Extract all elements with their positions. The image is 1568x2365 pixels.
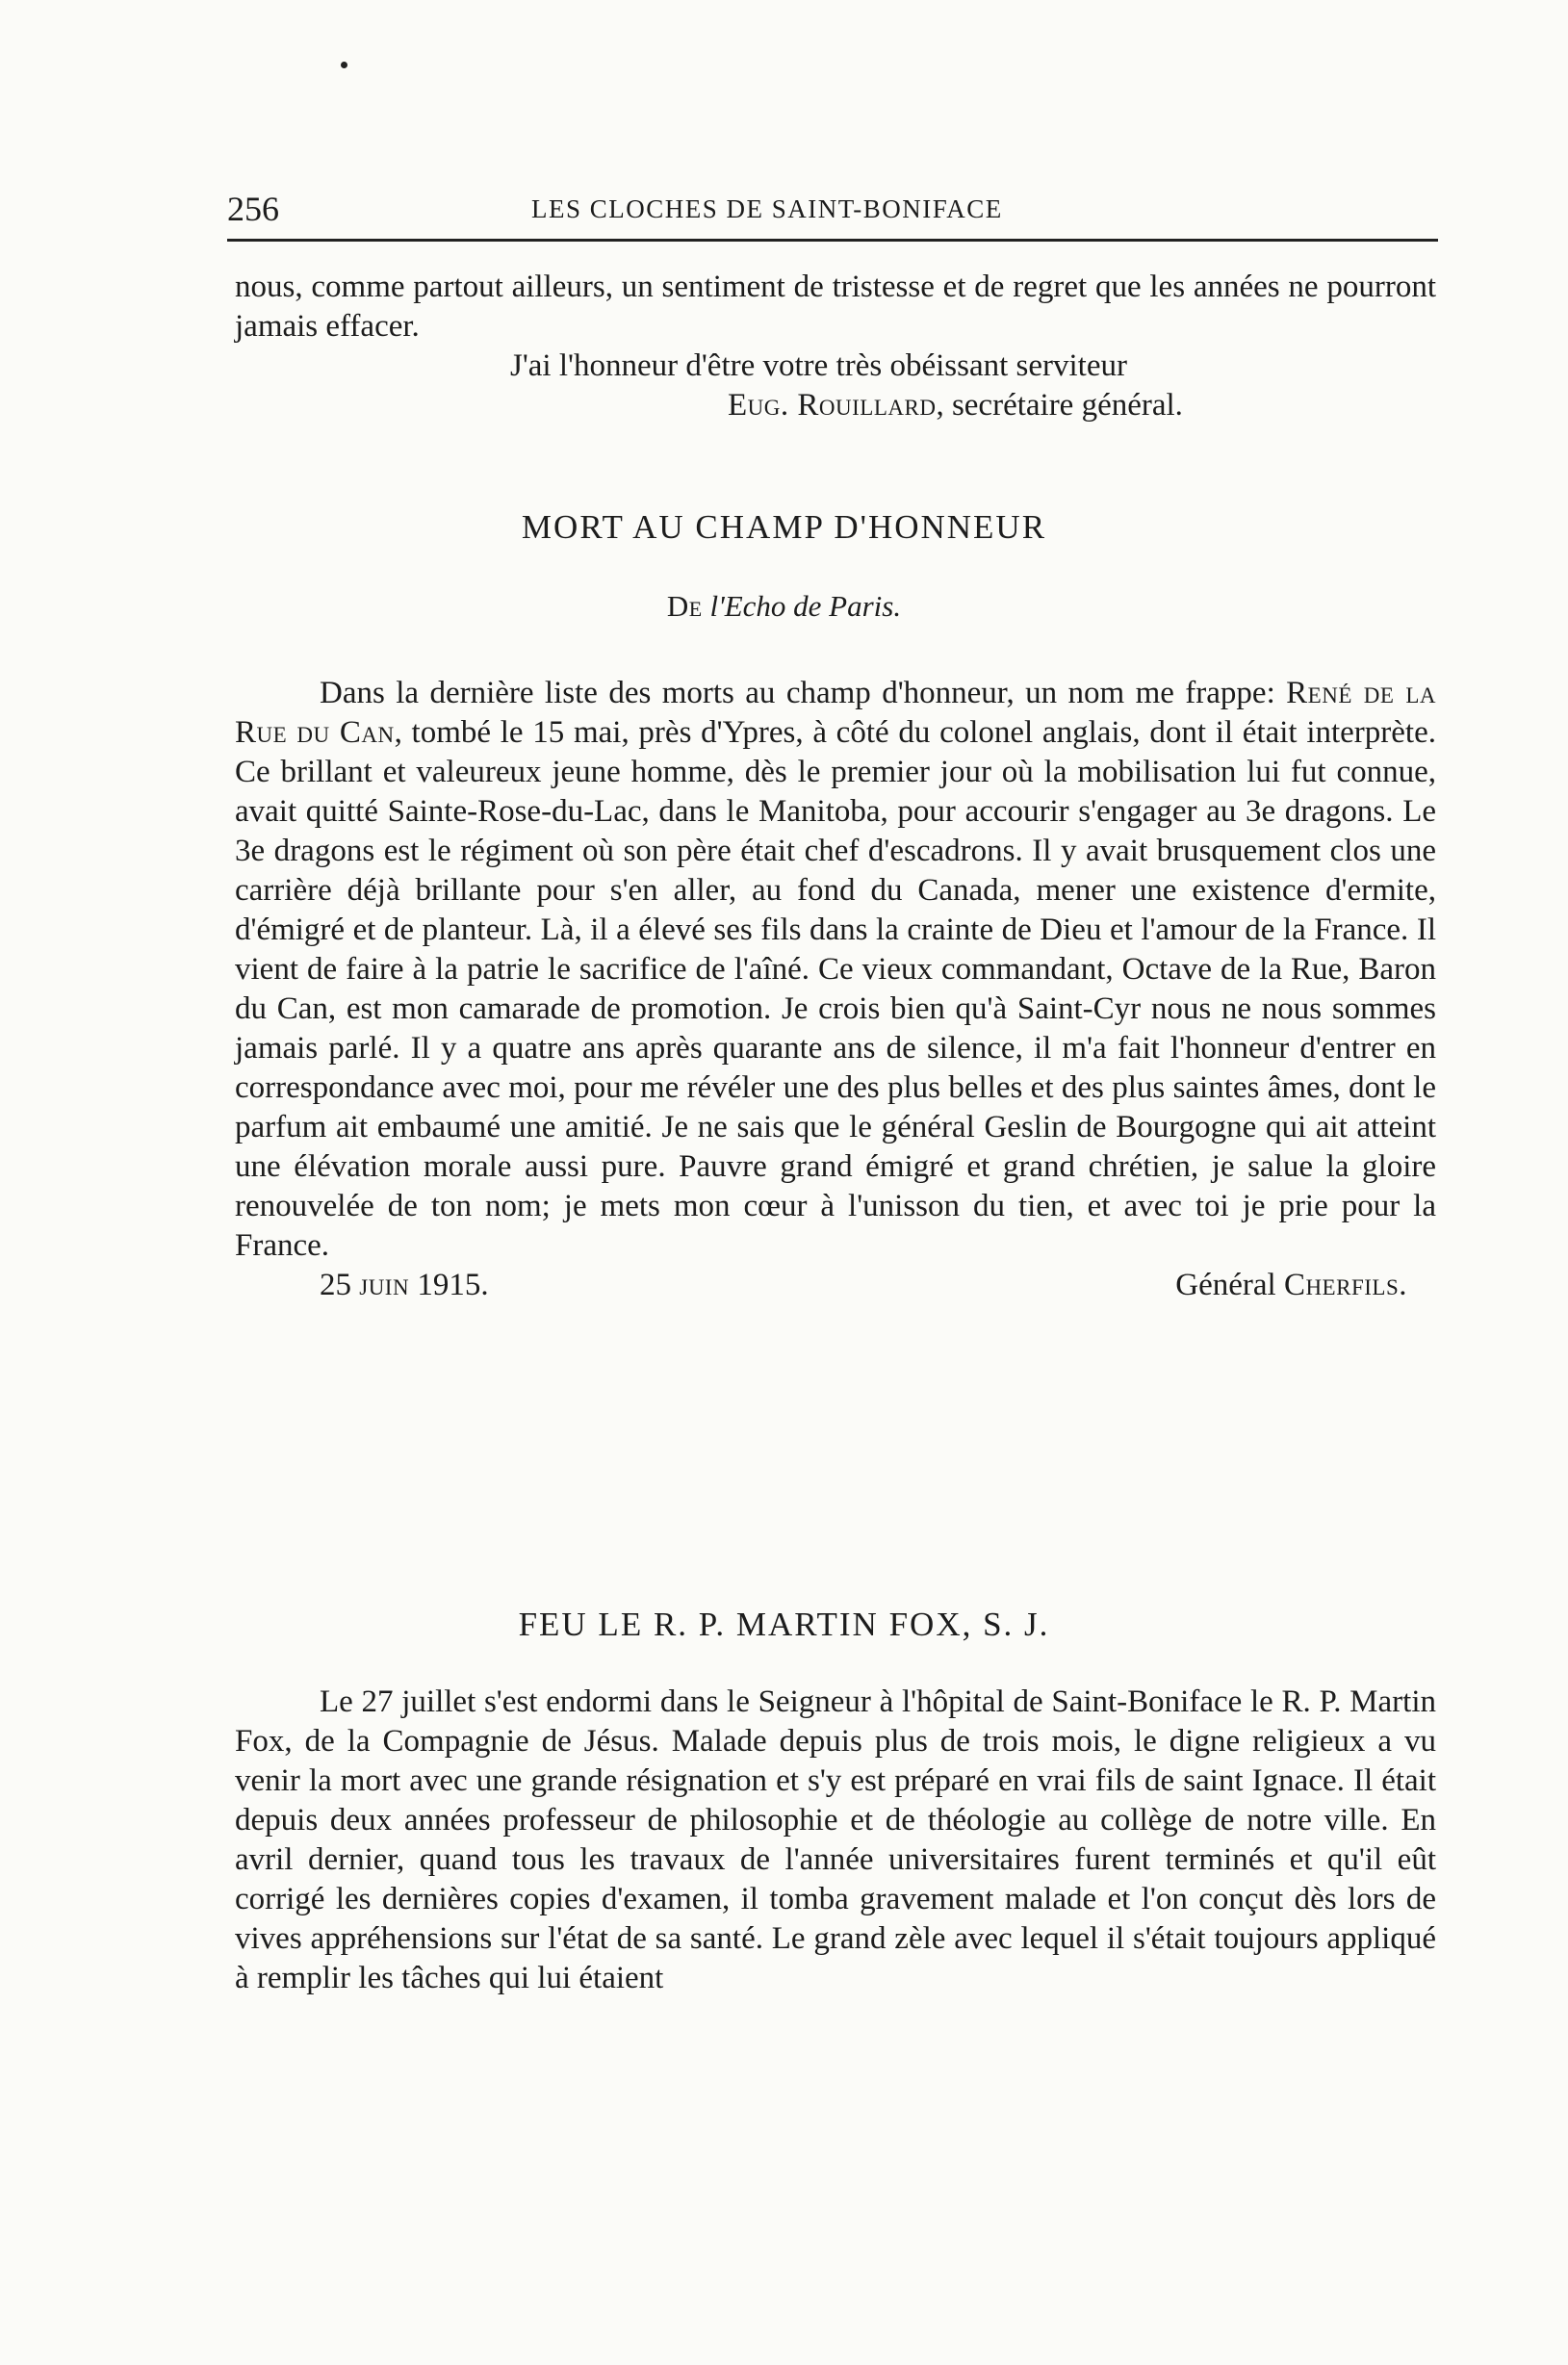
article1-paragraph bbox=[235, 674, 1436, 1266]
letter-signature bbox=[235, 386, 1436, 425]
source-name: l'Echo de Paris. bbox=[709, 589, 902, 623]
article1-date bbox=[320, 1266, 489, 1305]
signer-rank: Général bbox=[1175, 1268, 1276, 1302]
date-month: juin bbox=[359, 1268, 410, 1302]
letter-end-text: nous, comme partout ailleurs, un sentiment de tristesse et de regret que les années ne pourront jamais effacer. bbox=[235, 270, 1436, 344]
dateline bbox=[235, 1266, 1436, 1306]
signer-name: Cherfils. bbox=[1283, 1268, 1407, 1302]
article1-signer bbox=[1175, 1266, 1407, 1305]
article1-name: René de la Rue du Can bbox=[235, 676, 1436, 750]
article1-body bbox=[235, 674, 1436, 1306]
article1-title: MORT AU CHAMP D'HONNEUR bbox=[521, 508, 1047, 546]
article2-paragraph: Le 27 juillet s'est endormi dans le Seigneur à l'hôpital de Saint-Boniface le R. P. Martin Fox, de la Compagnie de Jésus. Malade depuis plus de trois mois, le digne religieux a vu venir la mort avec une grande résignation et s'y est préparé en vrai fils de saint Ignace. Il était depuis deux années professeur de philosophie et de théologie au collège de notre ville. En avril dernier, quand tous les travaux de l'année universitaires furent terminés et qu'il eût corrigé les dernières copies d'examen, il tomba gravement malade et l'on conçut dès lors de vives appréhensions sur l'état de sa santé. Le grand zèle avec lequel il s'était toujours appliqué à remplir les tâches qui lui étaient bbox=[235, 1684, 1436, 1995]
source-prefix: De bbox=[666, 589, 703, 623]
date-day: 25 bbox=[320, 1268, 351, 1302]
running-title: LES CLOCHES DE SAINT-BONIFACE bbox=[531, 194, 1003, 223]
article1-text: , tombé le 15 mai, près d'Ypres, à côté du colonel anglais, dont il était interprète. Ce brillant et valeureux jeune homme, dès le premier jour où la mobilisation lui fut connue, avait quitté Sainte-Rose-du-Lac, dans le Manitoba, pour accourir s'engager au 3e dragons. Le 3e dragons est le régiment où son père était chef d'escadrons. Il y avait brusquement clos une carrière déjà brillante pour s'en aller, au fond du Canada, mener une existence d'ermite, d'émigré et de planteur. Là, il a élevé ses fils dans la crainte de Dieu et l'amour de la France. Il vient de faire à la patrie le sacrifice de l'aîné. Ce vieux commandant, Octave de la Rue, Baron du Can, est mon camarade de promotion. Je crois bien qu'à Saint-Cyr nous ne nous sommes jamais parlé. Il y a quatre ans après quarante ans de silence, il m'a fait l'honneur d'entrer en correspondance avec moi, pour me révéler une des plus belles et des plus saintes âmes, dont le parfum ait embaumé une amitié. Je ne sais que le général Geslin de Bourgogne qui ait atteint une élévation morale aussi pure. Pauvre grand émigré et grand chrétien, je salue la gloire renouvelée de ton nom; je mets mon cœur à l'unisson du tien, et avec toi je prie pour la France. bbox=[235, 715, 1436, 1263]
date-year: 1915. bbox=[417, 1268, 489, 1302]
signature-name: Eug. Rouillard bbox=[728, 388, 937, 423]
letter-end bbox=[235, 268, 1436, 425]
running-header bbox=[227, 189, 1440, 231]
article2-body bbox=[235, 1683, 1436, 1998]
header-rule bbox=[227, 239, 1438, 242]
ink-speck bbox=[341, 62, 347, 68]
article2-title: FEU LE R. P. MARTIN FOX, S. J. bbox=[518, 1606, 1050, 1643]
article1-intro: Dans la dernière liste des morts au champ d'honneur, un nom me frappe: bbox=[320, 676, 1275, 710]
signature-title: , secrétaire général. bbox=[936, 388, 1183, 423]
letter-closing: J'ai l'honneur d'être votre très obéissant serviteur bbox=[510, 348, 1127, 383]
page-number: 256 bbox=[227, 190, 279, 228]
article1-source bbox=[0, 589, 1568, 624]
